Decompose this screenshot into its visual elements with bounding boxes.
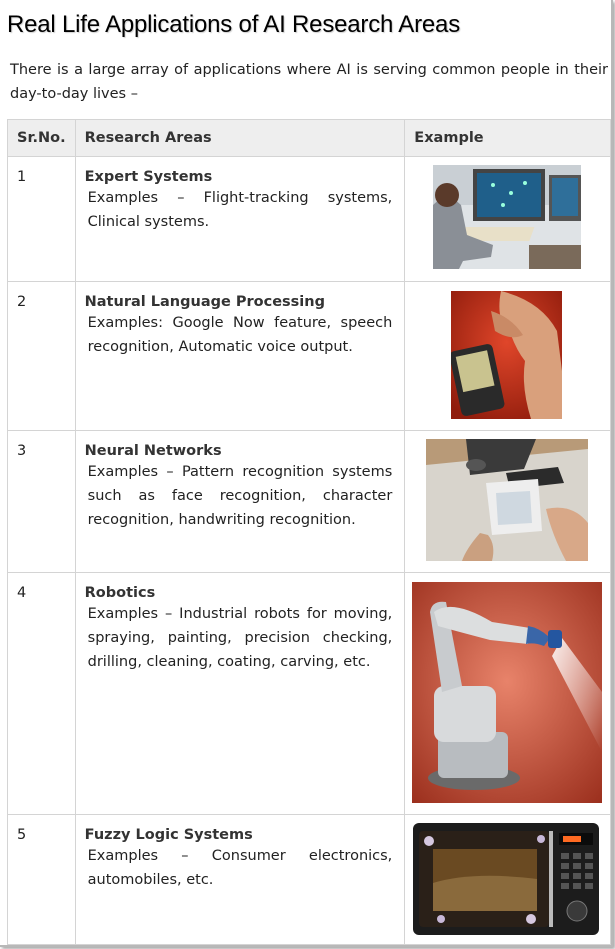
person-at-computer-photo xyxy=(433,165,581,269)
table-row xyxy=(8,157,611,282)
research-area-cell xyxy=(75,431,405,573)
table-row xyxy=(8,431,611,573)
research-area-cell xyxy=(75,282,405,431)
microwave-oven-photo xyxy=(413,823,599,935)
header-research-areas: Research Areas xyxy=(75,120,405,157)
row-number: 5 xyxy=(8,815,76,945)
row-number: 1 xyxy=(8,157,76,282)
research-area-cell xyxy=(75,157,405,282)
research-area-cell xyxy=(75,573,405,815)
row-number: 4 xyxy=(8,573,76,815)
table-row xyxy=(8,815,611,945)
applications-table xyxy=(7,119,611,945)
research-area-title: Neural Networks xyxy=(84,443,222,459)
research-area-title: Robotics xyxy=(84,585,156,601)
research-area-examples: Examples – Pattern recognition systems such as face recognition, character recognition, handwriting recognition. xyxy=(87,464,393,528)
example-image-cell xyxy=(405,282,611,431)
research-area-examples: Examples – Industrial robots for moving, spraying, painting, precision checking, drilling, cleaning, coating, carving, etc. xyxy=(87,606,393,670)
example-image-cell xyxy=(405,815,611,945)
research-area-examples: Examples – Consumer electronics, automobiles, etc. xyxy=(87,848,393,888)
research-area-examples: Examples: Google Now feature, speech recognition, Automatic voice output. xyxy=(87,315,393,355)
intro-text: There is a large array of applications where AI is serving common people in their day-to-day lives – xyxy=(10,62,608,102)
research-area-examples: Examples – Flight-tracking systems, Clinical systems. xyxy=(87,190,393,230)
table-row xyxy=(8,573,611,815)
example-image-cell xyxy=(405,157,611,282)
page-title: Real Life Applications of AI Research Areas xyxy=(7,11,461,38)
hands-on-desk-photo xyxy=(426,439,588,561)
header-sr-no: Sr.No. xyxy=(8,120,76,157)
table-row xyxy=(8,282,611,431)
industrial-robot-arm-photo xyxy=(412,582,602,803)
research-area-title: Natural Language Processing xyxy=(84,294,325,310)
row-number: 3 xyxy=(8,431,76,573)
example-image-cell xyxy=(405,573,611,815)
research-area-cell xyxy=(75,815,405,945)
table-header-row xyxy=(8,120,611,157)
speaking-into-handheld-photo xyxy=(451,291,562,419)
row-number: 2 xyxy=(8,282,76,431)
research-area-title: Expert Systems xyxy=(84,169,213,185)
example-image-cell xyxy=(405,431,611,573)
research-area-title: Fuzzy Logic Systems xyxy=(84,827,253,843)
header-example: Example xyxy=(405,120,611,157)
